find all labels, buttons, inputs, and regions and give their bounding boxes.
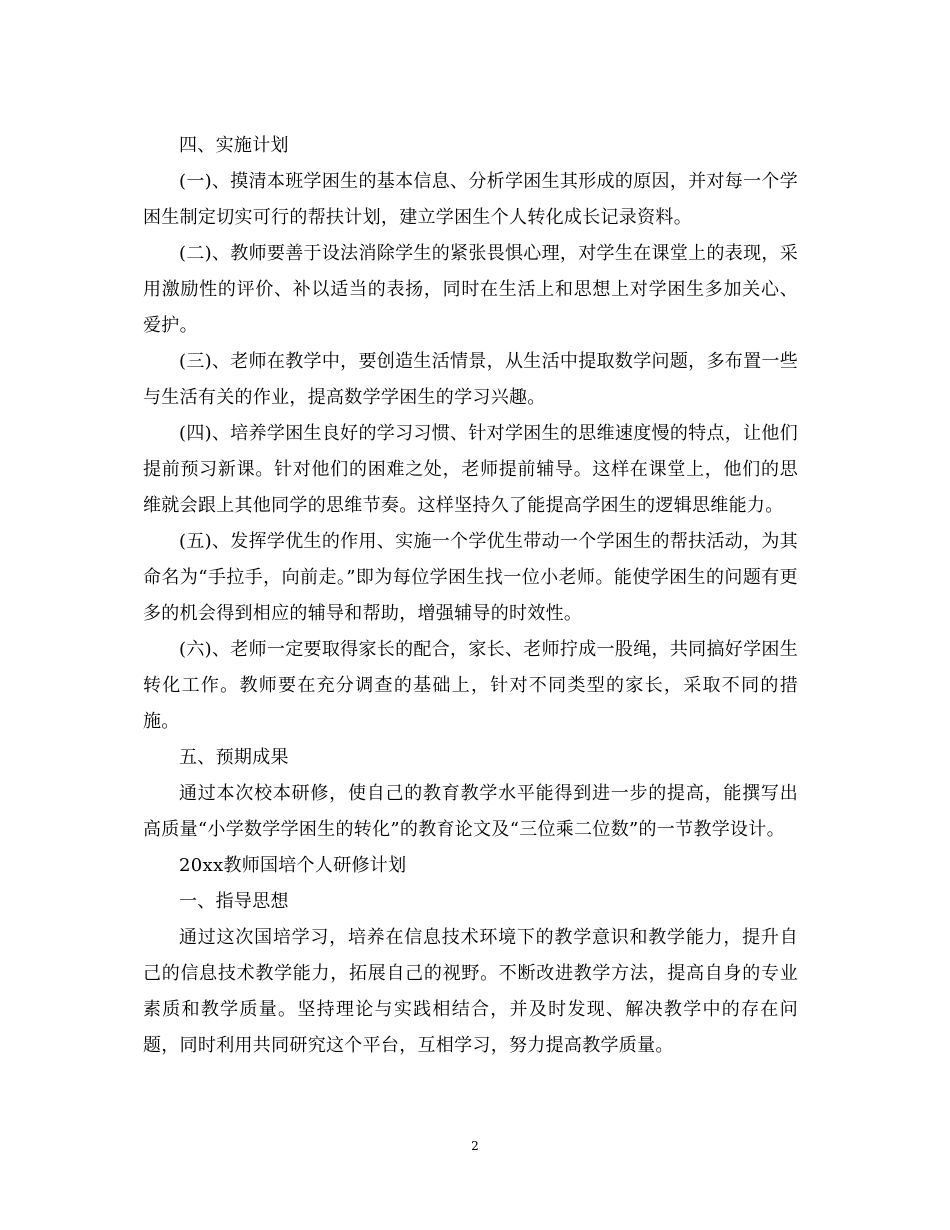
document-body — [143, 128, 798, 1064]
paragraph-plan-item-4: (四)、培养学困生良好的学习习惯、针对学困生的思维速度慢的特点，让他们提前预习新课。针对他们的困难之处，老师提前辅导。这样在课堂上，他们的思维就会跟上其他同学的思维节奏。这样坚持久了能提高学困生的逻辑思维能力。 — [143, 423, 798, 516]
document-subtitle: 20xx教师国培个人研修计划 — [179, 855, 407, 876]
section-heading-expected-results: 五、预期成果 — [179, 747, 289, 768]
paragraph-plan-item-1: (一)、摸清本班学困生的基本信息、分析学困生其形成的原因，并对每一个学困生制定切实可行的帮扶计划，建立学困生个人转化成长记录资料。 — [143, 171, 798, 228]
section-heading-implementation-plan: 四、实施计划 — [179, 135, 289, 156]
paragraph-guiding-ideology: 通过这次国培学习，培养在信息技术环境下的教学意识和教学能力，提升自己的信息技术教学能力，拓展自己的视野。不断改进教学方法，提高自身的专业素质和教学质量。坚持理论与实践相结合，并及时发现、解决教学中的存在问题，同时利用共同研究这个平台，互相学习，努力提高教学质量。 — [143, 927, 798, 1056]
page-number: 2 — [471, 1139, 479, 1153]
paragraph-expected-results: 通过本次校本研修，使自己的教育教学水平能得到进一步的提高，能撰写出高质量“小学数学学困生的转化”的教育论文及“三位乘二位数”的一节教学设计。 — [143, 783, 798, 840]
paragraph-plan-item-6: (六)、老师一定要取得家长的配合，家长、老师拧成一股绳，共同搞好学困生转化工作。教师要在充分调查的基础上，针对不同类型的家长，采取不同的措施。 — [143, 639, 798, 732]
paragraph-plan-item-5: (五)、发挥学优生的作用、实施一个学优生带动一个学困生的帮扶活动，为其命名为“手拉手，向前走。”即为每位学困生找一位小老师。能使学困生的问题有更多的机会得到相应的辅导和帮助，增强辅导的时效性。 — [143, 531, 798, 624]
paragraph-plan-item-2: (二)、教师要善于设法消除学生的紧张畏惧心理，对学生在课堂上的表现，采用激励性的评价、补以适当的表扬，同时在生活上和思想上对学困生多加关心、爱护。 — [143, 243, 798, 336]
paragraph-plan-item-3: (三)、老师在教学中，要创造生活情景，从生活中提取数学问题，多布置一些与生活有关的作业，提高数学学困生的学习兴趣。 — [143, 351, 798, 408]
section-heading-guiding-ideology: 一、指导思想 — [179, 891, 289, 912]
